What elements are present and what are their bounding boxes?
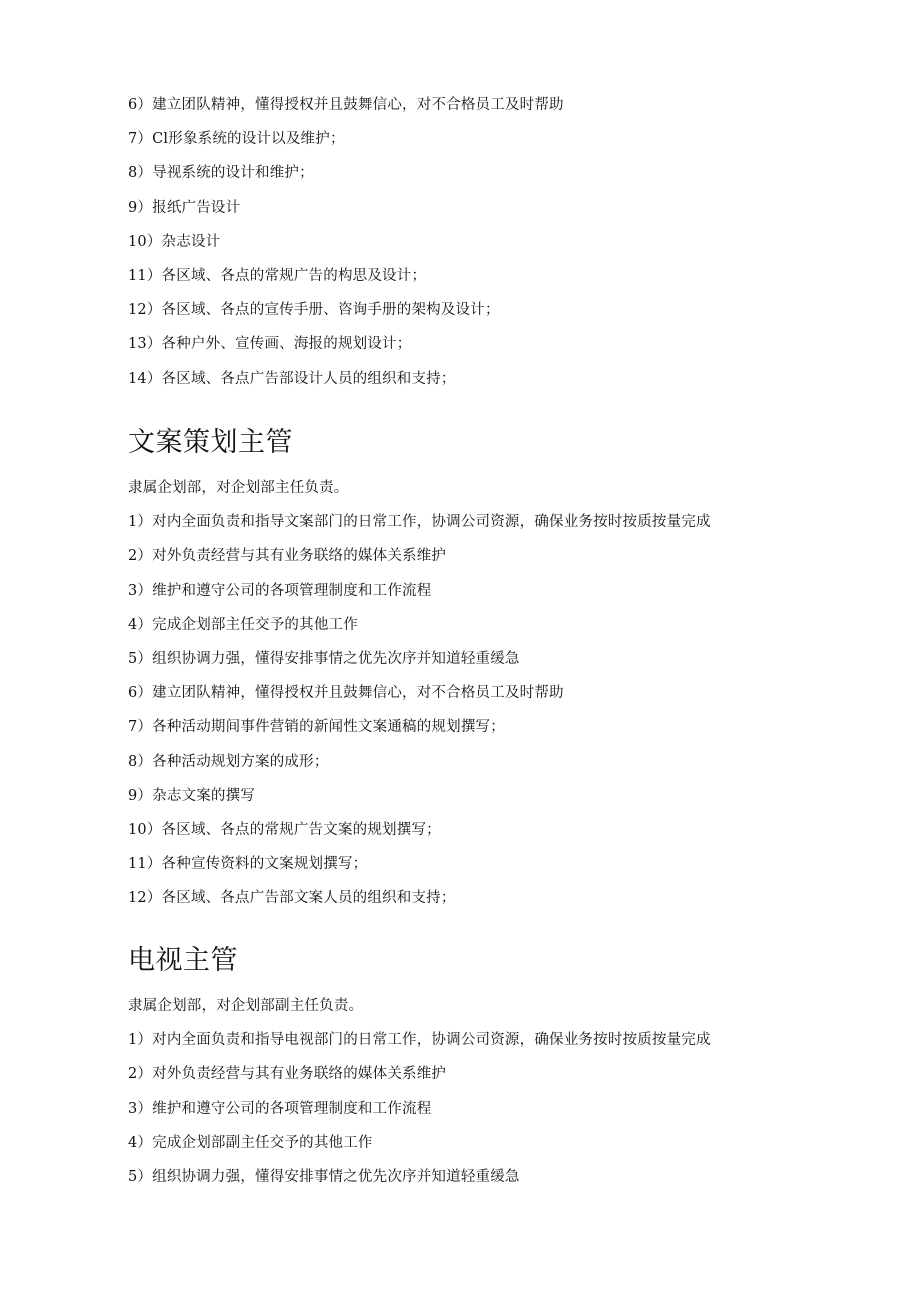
list-item: 9）杂志文案的撰写 [128,787,256,804]
list-item: 11）各区域、各点的常规广告的构思及设计； [128,267,427,284]
copywriting-section-body [128,471,828,915]
list-item: 7）各种活动期间事件营销的新闻性文案通稿的规划撰写； [128,719,505,736]
list-item: 14）各区域、各点广告部设计人员的组织和支持； [128,370,456,387]
list-item: 5）组织协调力强，懂得安排事情之优先次序并知道轻重缓急 [128,650,520,667]
list-item: 4）完成企划部副主任交予的其他工作 [128,1134,373,1151]
list-item: 6）建立团队精神，懂得授权并且鼓舞信心，对不合格员工及时帮助 [128,685,564,702]
tv-section-body [128,989,828,1194]
list-item: 11）各种宣传资料的文案规划撰写； [128,856,368,873]
list-item: 13）各种户外、宣传画、海报的规划设计； [128,336,412,353]
list-item: 3）维护和遵守公司的各项管理制度和工作流程 [128,1100,432,1117]
list-item: 1）对内全面负责和指导电视部门的日常工作，协调公司资源，确保业务按时按质按量完成 [128,1032,711,1049]
section-title-tv: 电视主管 [128,945,238,976]
list-item: 2）对外负责经营与其有业务联络的媒体关系维护 [128,548,447,565]
list-item: 8）导视系统的设计和维护； [128,165,314,182]
list-item: 2）对外负责经营与其有业务联络的媒体关系维护 [128,1066,447,1083]
list-item: 1）对内全面负责和指导文案部门的日常工作，协调公司资源，确保业务按时按质按量完成 [128,514,711,531]
section-intro: 隶属企划部，对企划部主任负责。 [128,480,349,496]
list-item: 6）建立团队精神，懂得授权并且鼓舞信心，对不合格员工及时帮助 [128,97,564,113]
section-intro: 隶属企划部，对企划部副主任负责。 [128,998,364,1014]
list-item: 5）组织协调力强，懂得安排事情之优先次序并知道轻重缓急 [128,1168,520,1185]
list-item: 7）Cl形象系统的设计以及维护； [128,131,345,148]
list-item: 12）各区域、各点广告部文案人员的组织和支持； [128,890,456,907]
list-item: 4）完成企划部主任交予的其他工作 [128,616,358,633]
design-duties-list [128,88,828,396]
section-title-copywriting: 文案策划主管 [128,427,293,458]
list-item: 10）各区域、各点的常规广告文案的规划撰写； [128,821,441,838]
list-item: 12）各区域、各点的宣传手册、咨询手册的架构及设计； [128,302,500,319]
list-item: 8）各种活动规划方案的成形； [128,753,329,770]
list-item: 3）维护和遵守公司的各项管理制度和工作流程 [128,582,432,599]
list-item: 10）杂志设计 [128,233,221,250]
list-item: 9）报纸广告设计 [128,199,241,216]
